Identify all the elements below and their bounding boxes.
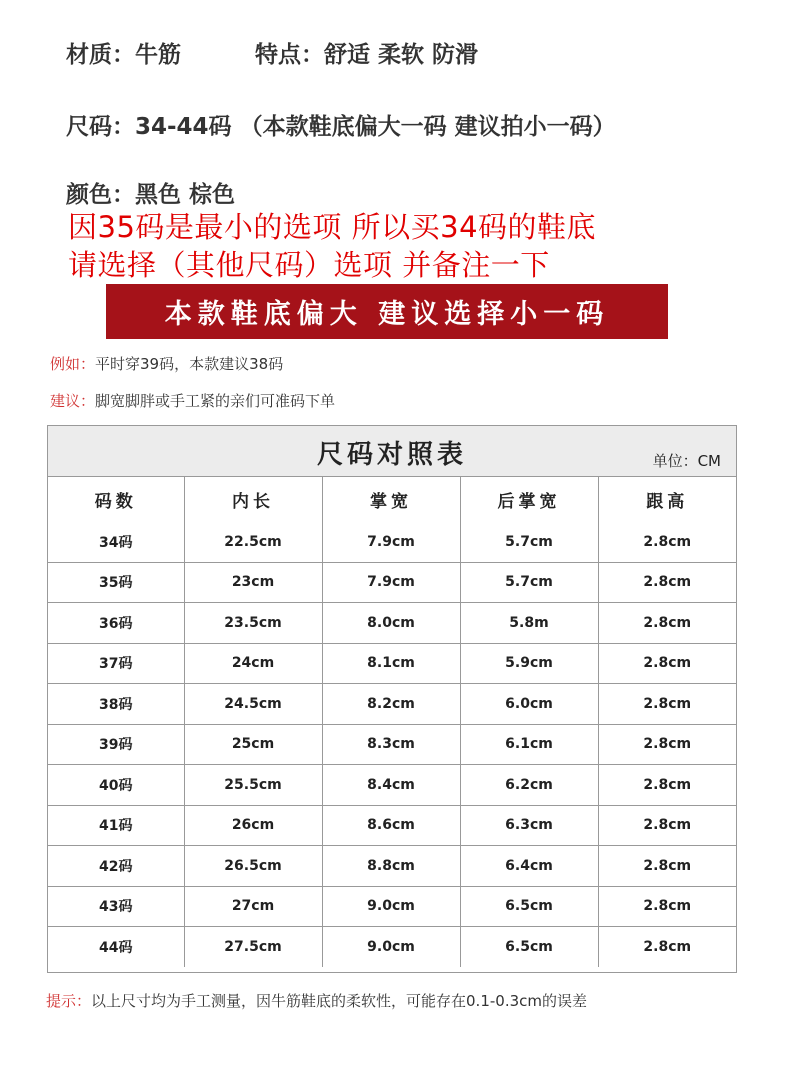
tip-text: 以上尺寸均为手工测量，因牛筋鞋底的柔软性，可能存在0.1-0.3cm的误差 <box>91 992 588 1010</box>
feature-value: 舒适 柔软 防滑 <box>324 42 479 68</box>
table-cell: 36码 <box>48 603 184 644</box>
table-cell: 6.3cm <box>460 805 598 846</box>
table-cell: 2.8cm <box>598 765 736 806</box>
size-chart-header <box>48 426 736 477</box>
table-row <box>48 603 736 644</box>
column-header: 掌宽 <box>322 477 460 522</box>
table-cell: 6.4cm <box>460 846 598 887</box>
table-cell: 34码 <box>48 522 184 562</box>
feature-line <box>255 36 478 69</box>
table-cell: 8.0cm <box>322 603 460 644</box>
advice-note <box>50 390 335 411</box>
table-cell: 44码 <box>48 927 184 967</box>
table-cell: 9.0cm <box>322 927 460 967</box>
size-line: 尺码：34-44码 （本款鞋底偏大一码 建议拍小一码） <box>66 114 616 140</box>
table-cell: 8.4cm <box>322 765 460 806</box>
table-cell: 43码 <box>48 886 184 927</box>
table-row <box>48 846 736 887</box>
tip-label: 提示： <box>46 992 92 1010</box>
column-header: 跟高 <box>646 492 689 512</box>
advice-label: 建议： <box>50 392 96 410</box>
table-cell: 5.7cm <box>460 522 598 562</box>
table-row <box>48 522 736 562</box>
table-cell: 6.2cm <box>460 765 598 806</box>
table-cell: 37码 <box>48 643 184 684</box>
red-note-line1: 因35码是最小的选项 所以买34码的鞋底 <box>68 210 597 244</box>
table-cell: 2.8cm <box>598 886 736 927</box>
column-header: 内长 <box>184 477 322 522</box>
table-cell: 5.9cm <box>460 643 598 684</box>
size-advice-banner: 本款鞋底偏大 建议选择小一码 <box>106 284 668 339</box>
color-line: 颜色：黑色 棕色 <box>66 182 236 208</box>
table-cell: 25cm <box>184 724 322 765</box>
table-cell: 6.5cm <box>460 927 598 967</box>
size-chart <box>47 425 737 973</box>
table-cell: 7.9cm <box>322 522 460 562</box>
table-header-row <box>48 477 736 522</box>
table-cell: 5.7cm <box>460 562 598 603</box>
table-cell: 2.8cm <box>643 938 692 955</box>
red-note-line2: 请选择（其他尺码）选项 并备注一下 <box>68 248 550 282</box>
feature-label: 特点： <box>255 42 324 68</box>
table-cell: 39码 <box>48 724 184 765</box>
table-row <box>48 724 736 765</box>
table-cell: 6.0cm <box>460 684 598 725</box>
table-cell: 2.8cm <box>598 522 736 562</box>
table-cell: 2.8cm <box>598 805 736 846</box>
table-cell: 22.5cm <box>184 522 322 562</box>
table-cell: 8.8cm <box>322 846 460 887</box>
table-row <box>48 805 736 846</box>
advice-text: 脚宽脚胖或手工紧的亲们可准码下单 <box>95 392 336 410</box>
table-cell: 38码 <box>48 684 184 725</box>
example-text: 平时穿39码，本款建议38码 <box>95 355 284 373</box>
table-row <box>48 765 736 806</box>
column-header: 后掌宽 <box>460 477 598 522</box>
column-header: 码数 <box>48 477 184 522</box>
table-cell: 8.6cm <box>322 805 460 846</box>
table-cell: 5.8m <box>460 603 598 644</box>
table-cell: 23cm <box>184 562 322 603</box>
table-cell: 27.5cm <box>184 927 322 967</box>
table-cell: 42码 <box>48 846 184 887</box>
table-cell: 23.5cm <box>184 603 322 644</box>
table-row <box>48 562 736 603</box>
table-cell: 6.1cm <box>460 724 598 765</box>
size-table <box>48 477 736 967</box>
measurement-tip <box>46 990 587 1011</box>
material-label: 材质： <box>66 42 135 68</box>
table-cell: 8.1cm <box>322 643 460 684</box>
table-row <box>48 684 736 725</box>
table-cell: 2.8cm <box>598 643 736 684</box>
material-line <box>66 36 181 69</box>
table-cell: 35码 <box>48 562 184 603</box>
table-cell: 8.2cm <box>322 684 460 725</box>
table-cell: 41码 <box>48 805 184 846</box>
table-cell: 2.8cm <box>598 724 736 765</box>
example-label: 例如： <box>50 355 96 373</box>
table-cell: 24cm <box>184 643 322 684</box>
table-cell: 7.9cm <box>322 562 460 603</box>
table-cell: 27cm <box>184 886 322 927</box>
table-cell: 2.8cm <box>598 603 736 644</box>
table-cell: 8.3cm <box>322 724 460 765</box>
table-row <box>48 643 736 684</box>
example-note <box>50 353 283 374</box>
table-cell: 40码 <box>48 765 184 806</box>
table-row <box>48 886 736 927</box>
size-chart-title: 尺码对照表 <box>316 440 467 470</box>
table-cell: 2.8cm <box>598 846 736 887</box>
material-value: 牛筋 <box>135 42 181 68</box>
table-cell: 2.8cm <box>598 562 736 603</box>
table-cell: 25.5cm <box>184 765 322 806</box>
size-chart-unit: 单位：CM <box>652 452 721 470</box>
table-cell: 24.5cm <box>184 684 322 725</box>
table-row <box>48 927 736 967</box>
table-cell: 26.5cm <box>184 846 322 887</box>
table-cell: 26cm <box>184 805 322 846</box>
table-cell: 9.0cm <box>322 886 460 927</box>
table-cell: 2.8cm <box>598 684 736 725</box>
table-cell: 6.5cm <box>460 886 598 927</box>
